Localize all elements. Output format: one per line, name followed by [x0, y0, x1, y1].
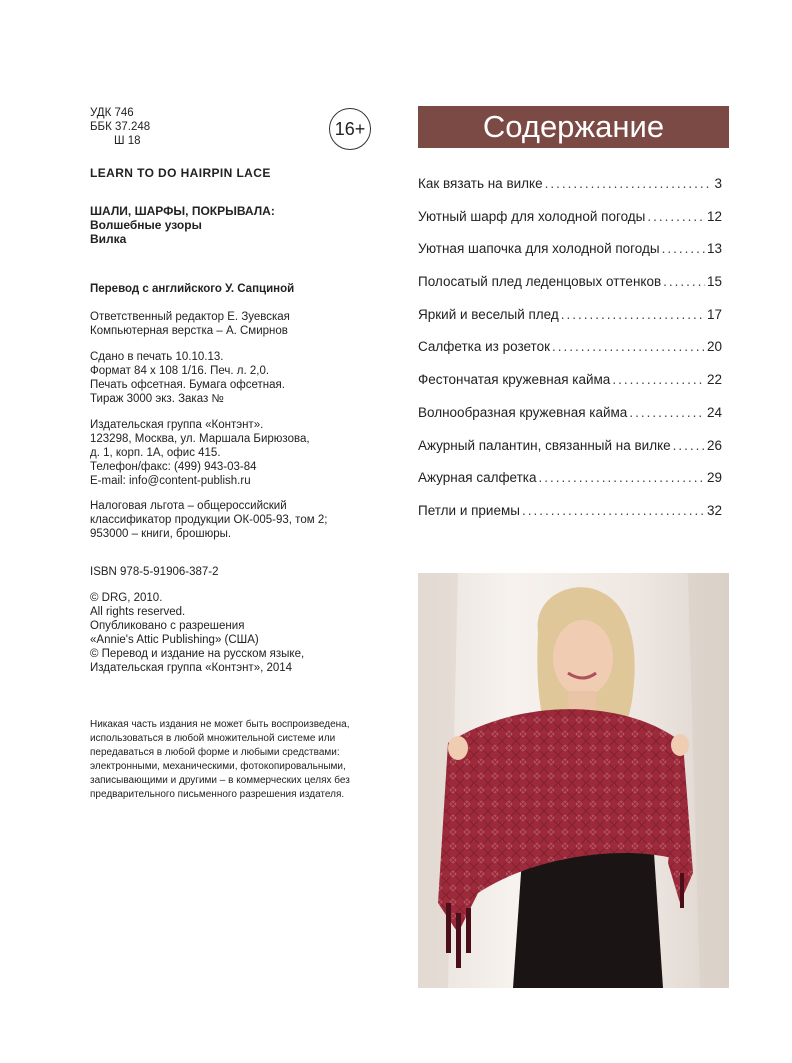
toc-entry-title: Яркий и веселый плед	[418, 306, 559, 322]
publisher-line: Издательская группа «Контэнт».	[90, 419, 264, 431]
catalog-codes	[90, 106, 150, 148]
toc-leader-dots	[561, 307, 705, 322]
toc-entry-page: 3	[714, 176, 722, 191]
rights-notice	[90, 718, 350, 802]
toc-leader-dots	[662, 241, 705, 256]
print-info-line: Тираж 3000 экз. Заказ №	[90, 393, 224, 405]
isbn	[90, 565, 219, 579]
print-info-line: Сдано в печать 10.10.13.	[90, 351, 224, 363]
copyright-line: All rights reserved.	[90, 606, 186, 618]
toc-heading: Содержание	[418, 106, 729, 148]
toc-entry-page: 29	[706, 470, 722, 486]
toc-entry[interactable]	[418, 405, 722, 438]
toc-entry-page: 32	[706, 502, 722, 518]
editor-line: Компьютерная верстка – А. Смирнов	[90, 325, 288, 337]
toc-entry[interactable]	[418, 209, 722, 242]
toc-entry-title: Ажурный палантин, связанный на вилке	[418, 437, 671, 453]
toc-leader-dots	[539, 470, 705, 485]
toc-entry-page: 12	[706, 208, 722, 224]
notice-line: записывающими и другими – в коммерческих целях без	[90, 775, 350, 786]
toc-entry-title: Фестончатая кружевная кайма	[418, 372, 611, 388]
editor-line: Ответственный редактор Е. Зуевская	[90, 311, 290, 323]
notice-line: электронными, механическими, фотокопировальными,	[90, 761, 346, 772]
toc-leader-dots	[612, 372, 705, 387]
copyright-line: Опубликовано с разрешения	[90, 620, 245, 632]
notice-line: использоваться в любой множительной системе или	[90, 733, 336, 744]
udk-code: УДК 746	[90, 107, 134, 119]
copyright-line: © Перевод и издание на русском языке,	[90, 648, 305, 660]
copyright-line: Издательская группа «Контэнт», 2014	[90, 662, 293, 674]
toc-entry-title: Уютный шарф для холодной погоды	[418, 208, 646, 224]
toc-entry[interactable]	[418, 503, 722, 536]
book-title-line: ШАЛИ, ШАРФЫ, ПОКРЫВАЛА:	[90, 204, 275, 218]
author-mark: Ш 18	[114, 135, 141, 147]
editors-block	[90, 310, 290, 338]
age-rating-badge: 16+	[329, 108, 371, 150]
toc-entry[interactable]	[418, 241, 722, 274]
book-title-line: Вилка	[90, 232, 127, 246]
toc-entry-title: Салфетка из розеток	[418, 339, 550, 355]
toc-entry-title: Уютная шапочка для холодной погоды	[418, 241, 660, 257]
publisher-line: д. 1, корп. 1А, офис 415.	[90, 447, 221, 459]
notice-line: предварительного письменного разрешения издателя.	[90, 789, 345, 800]
toc-entry-title: Волнообразная кружевная кайма	[418, 404, 628, 420]
isbn-line: ISBN 978-5-91906-387-2	[90, 566, 219, 578]
print-info-line: Печать офсетная. Бумага офсетная.	[90, 379, 285, 391]
copyright-line: «Annie's Attic Publishing» (США)	[90, 634, 259, 646]
notice-line: передаваться в любой форме и любыми средствами:	[90, 747, 340, 758]
publisher-line: E-mail: info@content-publish.ru	[90, 475, 251, 487]
notice-line: Никакая часть издания не может быть воспроизведена,	[90, 719, 350, 730]
print-info-block	[90, 350, 285, 406]
toc-leader-dots	[673, 438, 705, 453]
toc-leader-dots	[545, 176, 713, 191]
toc-entry-page: 20	[706, 339, 722, 355]
toc-entry[interactable]	[418, 307, 722, 340]
toc-list	[418, 176, 722, 536]
tax-block	[90, 499, 327, 541]
model-photo	[418, 573, 729, 988]
toc-entry-page: 17	[706, 306, 722, 322]
toc-entry-page: 24	[706, 404, 722, 420]
toc-entry[interactable]	[418, 438, 722, 471]
toc-leader-dots	[629, 405, 705, 420]
copyright-line: © DRG, 2010.	[90, 592, 163, 604]
tax-line: Налоговая льгота – общероссийский	[90, 500, 287, 512]
toc-entry-title: Ажурная салфетка	[418, 470, 537, 486]
toc-entry[interactable]	[418, 176, 722, 209]
toc-leader-dots	[647, 209, 705, 224]
toc-entry-title: Как вязать на вилке	[418, 176, 543, 191]
tax-line: классификатор продукции ОК-005-93, том 2;	[90, 514, 328, 526]
publisher-line: Телефон/факс: (499) 943-03-84	[90, 461, 257, 473]
toc-entry-page: 22	[706, 372, 722, 388]
publisher-block	[90, 418, 310, 488]
toc-leader-dots	[522, 503, 705, 518]
translation-line: Перевод с английского У. Сапциной	[90, 283, 295, 295]
toc-entry-page: 13	[706, 241, 722, 257]
book-title	[90, 204, 275, 246]
toc-entry[interactable]	[418, 274, 722, 307]
book-title-line: Волшебные узоры	[90, 218, 202, 232]
toc-entry[interactable]	[418, 339, 722, 372]
toc-entry-title: Полосатый плед леденцовых оттенков	[418, 274, 662, 290]
toc-leader-dots	[663, 274, 705, 289]
original-title: LEARN TO DO HAIRPIN LACE	[90, 166, 271, 180]
translation-credit	[90, 282, 294, 296]
toc-entry-page: 26	[706, 437, 722, 453]
bbk-code: ББК 37.248	[90, 121, 151, 133]
toc-entry[interactable]	[418, 470, 722, 503]
copyright-block	[90, 591, 304, 675]
toc-leader-dots	[552, 339, 705, 354]
toc-entry-page: 15	[706, 274, 722, 290]
tax-line: 953000 – книги, брошюры.	[90, 528, 232, 540]
print-info-line: Формат 84 х 108 1/16. Печ. л. 2,0.	[90, 365, 270, 377]
publisher-line: 123298, Москва, ул. Маршала Бирюзова,	[90, 433, 310, 445]
toc-entry[interactable]	[418, 372, 722, 405]
toc-entry-title: Петли и приемы	[418, 502, 520, 518]
